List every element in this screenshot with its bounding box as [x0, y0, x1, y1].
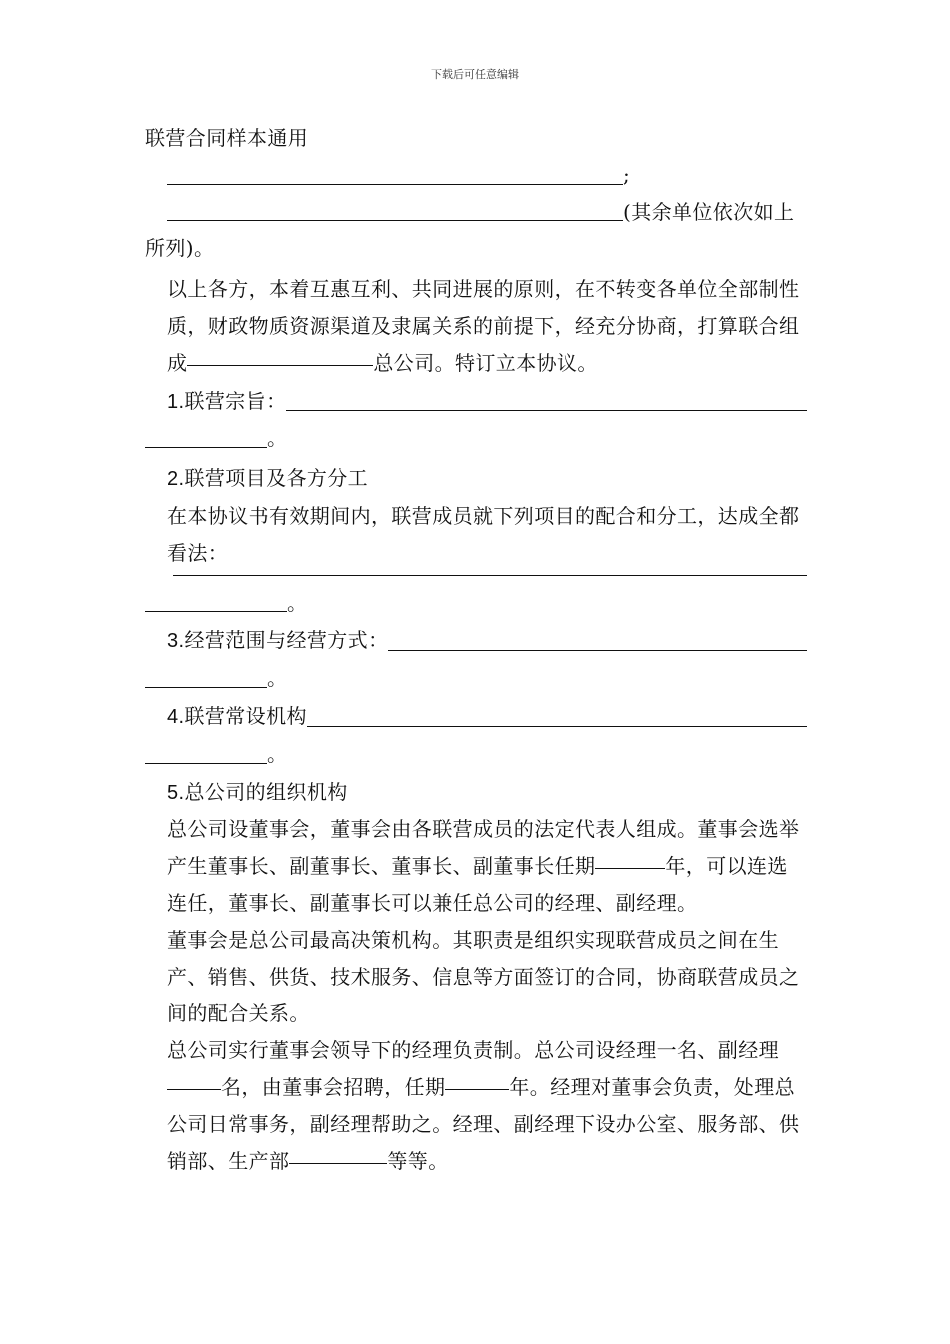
section-4-cont	[145, 736, 807, 773]
blank-line	[145, 610, 287, 612]
section-3-cont	[145, 660, 807, 697]
page-header: 下载后可任意编辑	[431, 68, 519, 81]
section-2-line	[145, 574, 807, 585]
s5-p3-text-a: 总公司实行董事会领导下的经理负责制。总公司设经理一名、副经理	[167, 1038, 779, 1063]
section-2-text: 在本协议书有效期间内，联营成员就下列项目的配合和分工，达成全都看法：	[167, 503, 800, 565]
blank-line	[595, 867, 665, 869]
section-3-label: 3.经营范围与经营方式：	[167, 630, 389, 653]
blank-line	[286, 409, 807, 411]
blank-line	[167, 1088, 221, 1090]
blank-line	[187, 364, 373, 366]
period: 。	[287, 590, 308, 615]
blank-line	[289, 1162, 387, 1164]
party-line-1	[145, 157, 807, 194]
section-5-paragraph-3	[145, 1032, 807, 1179]
section-2-cont	[145, 585, 807, 622]
s5-p3-text-b: 名，由董事会招聘，任期	[221, 1074, 446, 1099]
section-5-heading: 5.总公司的组织机构	[167, 781, 348, 804]
intro-paragraph	[145, 271, 807, 381]
blank-line	[145, 446, 267, 448]
period: 。	[267, 666, 288, 691]
blank-line	[307, 725, 807, 727]
intro-text-1: 以上各方，本着互惠互利、共同进展的原则，在不转变各单位全部制性质，财政物质资源渠道及隶属关系的前提下，经充分协商，	[167, 277, 800, 338]
document-body	[145, 120, 807, 1179]
party-line-2-end: (其余单位依次如上	[623, 199, 795, 224]
blank-line	[145, 686, 267, 688]
blank-line	[173, 574, 807, 576]
section-3-line	[145, 623, 807, 660]
s5-p3-text-d: 等等。	[387, 1148, 449, 1173]
section-4-label: 4.联营常设机构	[167, 705, 307, 728]
s5-p1-text-a: 总公司设董事会，董事会由各联营成员的法定代表人组成。董事会选举产生董事长、副董事长、董事长、副董事长任期	[167, 817, 800, 879]
intro-text-2b: 总公司。特订立本协议。	[373, 350, 598, 375]
period: 。	[267, 426, 288, 451]
section-1-label: 1.联营宗旨：	[167, 390, 287, 413]
section-1-line	[145, 384, 807, 421]
section-5-paragraph-1	[145, 811, 807, 921]
blank-line	[145, 762, 267, 764]
section-5-paragraph-2: 董事会是总公司最高决策机构。其职责是组织实现联营成员之间在生产、销售、供货、技术服务、信息等方面签订的合同，协商联营成员之间的配合关系。	[167, 927, 800, 1026]
party-line-2-cont: 所列)。	[145, 236, 215, 261]
section-2-heading: 2.联营项目及各方分工	[167, 468, 369, 491]
blank-line	[445, 1088, 509, 1090]
s5-p3-text-c: 年。经理对董事会负责，处理总公司日常事务，副经理帮助之。经理、副经理下设办公室、服务部、供销部、生产部	[167, 1074, 800, 1173]
section-1-cont	[145, 420, 807, 457]
blank-line	[167, 219, 623, 221]
party-line-2	[145, 194, 807, 231]
period: 。	[267, 741, 288, 766]
document-title: 联营合同样本通用	[145, 126, 309, 150]
s5-p1-text-b: 年，可以连选连任，董事长、副董事长可以兼任总公司的经理、副经理。	[167, 854, 788, 915]
section-4-line	[145, 699, 807, 736]
blank-line	[167, 183, 623, 185]
blank-line	[388, 649, 807, 651]
intro-text-2a: 打算联合组成	[167, 313, 800, 375]
party-line-end: ;	[623, 162, 631, 187]
